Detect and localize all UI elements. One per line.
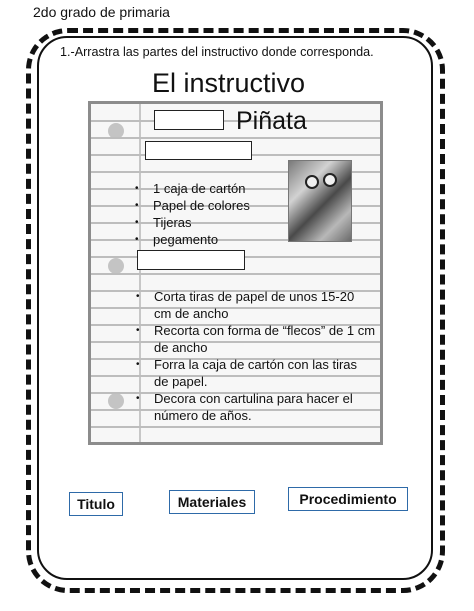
binder-hole xyxy=(108,258,124,274)
binder-hole xyxy=(108,393,124,409)
list-item: • Recorta con forma de “flecos” de 1 cm de ancho xyxy=(136,323,376,355)
list-item: • pegamento xyxy=(135,232,219,247)
pinata-photo xyxy=(288,160,352,242)
list-item: • Corta tiras de papel de unos 15-20 cm de ancho xyxy=(136,289,355,321)
list-item: • Forra la caja de cartón con las tiras de papel. xyxy=(136,357,358,389)
grade-label: 2do grado de primaria xyxy=(33,4,170,20)
paper-rule-line xyxy=(91,137,380,139)
paper-rule-line xyxy=(91,426,380,428)
drop-zone-procedimiento[interactable] xyxy=(137,250,245,270)
list-item: • 1 caja de cartón xyxy=(135,181,246,196)
drop-zone-materiales[interactable] xyxy=(145,141,252,160)
list-item: • Decora con cartulina para hacer el número de años. xyxy=(136,391,353,423)
drop-zone-titulo[interactable] xyxy=(154,110,224,130)
photo-eye xyxy=(323,173,337,187)
recipe-title: Piñata xyxy=(236,107,307,135)
list-item: • Papel de colores xyxy=(135,198,250,213)
paper-rule-line xyxy=(91,273,380,275)
materials-list xyxy=(135,180,250,248)
label-procedimiento[interactable]: Procedimiento xyxy=(288,487,408,511)
photo-eye xyxy=(305,175,319,189)
activity-title: El instructivo xyxy=(152,68,306,98)
steps-list xyxy=(136,288,376,424)
label-materiales[interactable]: Materiales xyxy=(169,490,255,514)
list-item: • Tijeras xyxy=(135,215,192,230)
instruction-text: 1.-Arrastra las partes del instructivo donde corresponda. xyxy=(60,45,374,59)
label-titulo[interactable]: Titulo xyxy=(69,492,123,516)
